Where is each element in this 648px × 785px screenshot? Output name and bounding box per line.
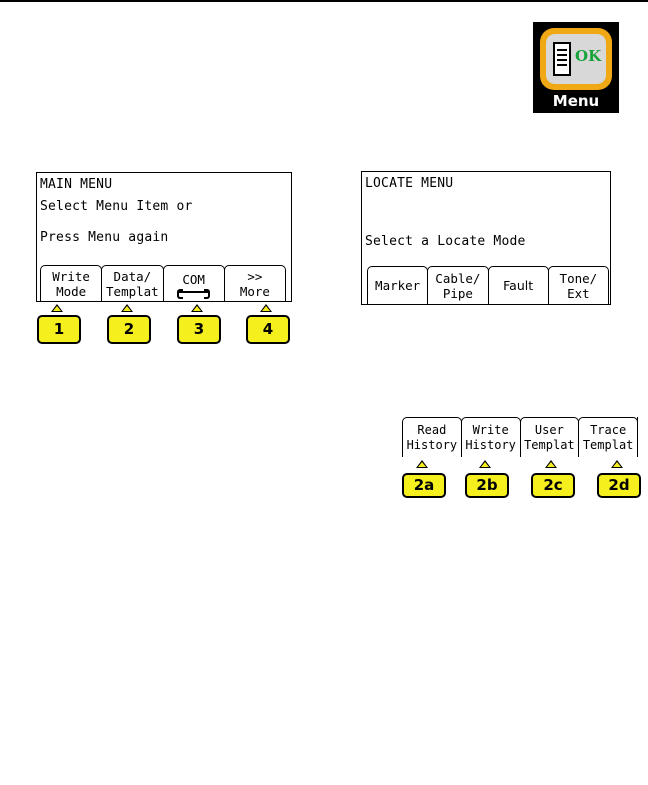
softkey-tone-ext[interactable] bbox=[548, 266, 609, 304]
softkey-write-history[interactable] bbox=[461, 417, 521, 457]
softkey-label: Tone/ bbox=[559, 270, 598, 286]
key-pointer bbox=[260, 304, 272, 312]
softkey-label: More bbox=[239, 283, 270, 299]
softkey-user-templat[interactable] bbox=[520, 417, 580, 457]
menu-key-graphic[interactable] bbox=[533, 22, 619, 113]
key-2[interactable]: 2 bbox=[107, 315, 151, 344]
main-menu-title: MAIN MENU bbox=[40, 177, 113, 192]
main-menu-line-1: Select Menu Item or bbox=[40, 199, 193, 214]
softkey-com[interactable] bbox=[163, 265, 225, 301]
key-2b[interactable]: 2b bbox=[465, 473, 509, 498]
softkey-label: Mode bbox=[56, 283, 87, 299]
key-4[interactable]: 4 bbox=[246, 315, 290, 344]
softkey-label: History bbox=[406, 437, 458, 452]
softkey-write-mode[interactable] bbox=[40, 265, 102, 301]
softkey-label: Write bbox=[52, 268, 90, 284]
key-pointer bbox=[479, 460, 491, 468]
softkey-label: Ext bbox=[567, 285, 590, 301]
softkey-trace-templat[interactable] bbox=[578, 417, 638, 457]
softkey-label: COM bbox=[182, 272, 205, 287]
softkey-label: Read bbox=[417, 422, 447, 437]
key-pointer bbox=[51, 304, 63, 312]
menu-caption: Menu bbox=[552, 92, 600, 110]
locate-menu-title: LOCATE MENU bbox=[365, 176, 454, 191]
softkey-label: Write bbox=[472, 422, 509, 437]
softkey-fault[interactable] bbox=[488, 266, 549, 304]
softkey-label: User bbox=[534, 422, 564, 437]
softkey-label: Trace bbox=[590, 422, 627, 437]
softkey-label: Marker bbox=[375, 278, 421, 293]
key-pointer bbox=[611, 460, 623, 468]
ok-label: OK bbox=[575, 47, 602, 65]
softkey-marker[interactable] bbox=[367, 266, 428, 304]
softkey-label: Templat bbox=[524, 437, 575, 452]
document-icon bbox=[553, 42, 571, 76]
softkey-more[interactable] bbox=[224, 265, 286, 301]
softkey-label: Pipe bbox=[442, 285, 473, 301]
key-2d[interactable]: 2d bbox=[597, 473, 641, 498]
softkey-label: Cable/ bbox=[435, 270, 481, 286]
softkey-label: Templat bbox=[106, 283, 159, 299]
menu-button[interactable] bbox=[540, 28, 612, 90]
main-menu-line-2: Press Menu again bbox=[40, 230, 169, 245]
softkey-label: >> bbox=[247, 268, 263, 284]
key-pointer bbox=[416, 460, 428, 468]
key-2c[interactable]: 2c bbox=[531, 473, 575, 498]
top-rule bbox=[0, 0, 648, 2]
com-connector-icon bbox=[179, 289, 209, 295]
key-pointer bbox=[121, 304, 133, 312]
locate-menu-softkeys bbox=[367, 266, 608, 304]
key-2a[interactable]: 2a bbox=[402, 473, 446, 498]
data-submenu-softkeys bbox=[402, 417, 638, 457]
softkey-label: Fault bbox=[503, 278, 534, 293]
key-pointer bbox=[191, 304, 203, 312]
softkey-cable-pipe[interactable] bbox=[427, 266, 488, 304]
main-menu-screen bbox=[36, 172, 292, 302]
key-pointer bbox=[545, 460, 557, 468]
softkey-data-templat[interactable] bbox=[101, 265, 163, 301]
softkey-label: Templat bbox=[582, 437, 634, 452]
softkey-label: History bbox=[465, 437, 516, 452]
locate-menu-screen bbox=[361, 171, 611, 305]
key-1[interactable]: 1 bbox=[37, 315, 81, 344]
softkey-read-history[interactable] bbox=[402, 417, 462, 457]
main-menu-softkeys bbox=[40, 265, 285, 301]
key-3[interactable]: 3 bbox=[177, 315, 221, 344]
locate-menu-line-1: Select a Locate Mode bbox=[365, 234, 526, 249]
softkey-label: Data/ bbox=[113, 268, 152, 284]
